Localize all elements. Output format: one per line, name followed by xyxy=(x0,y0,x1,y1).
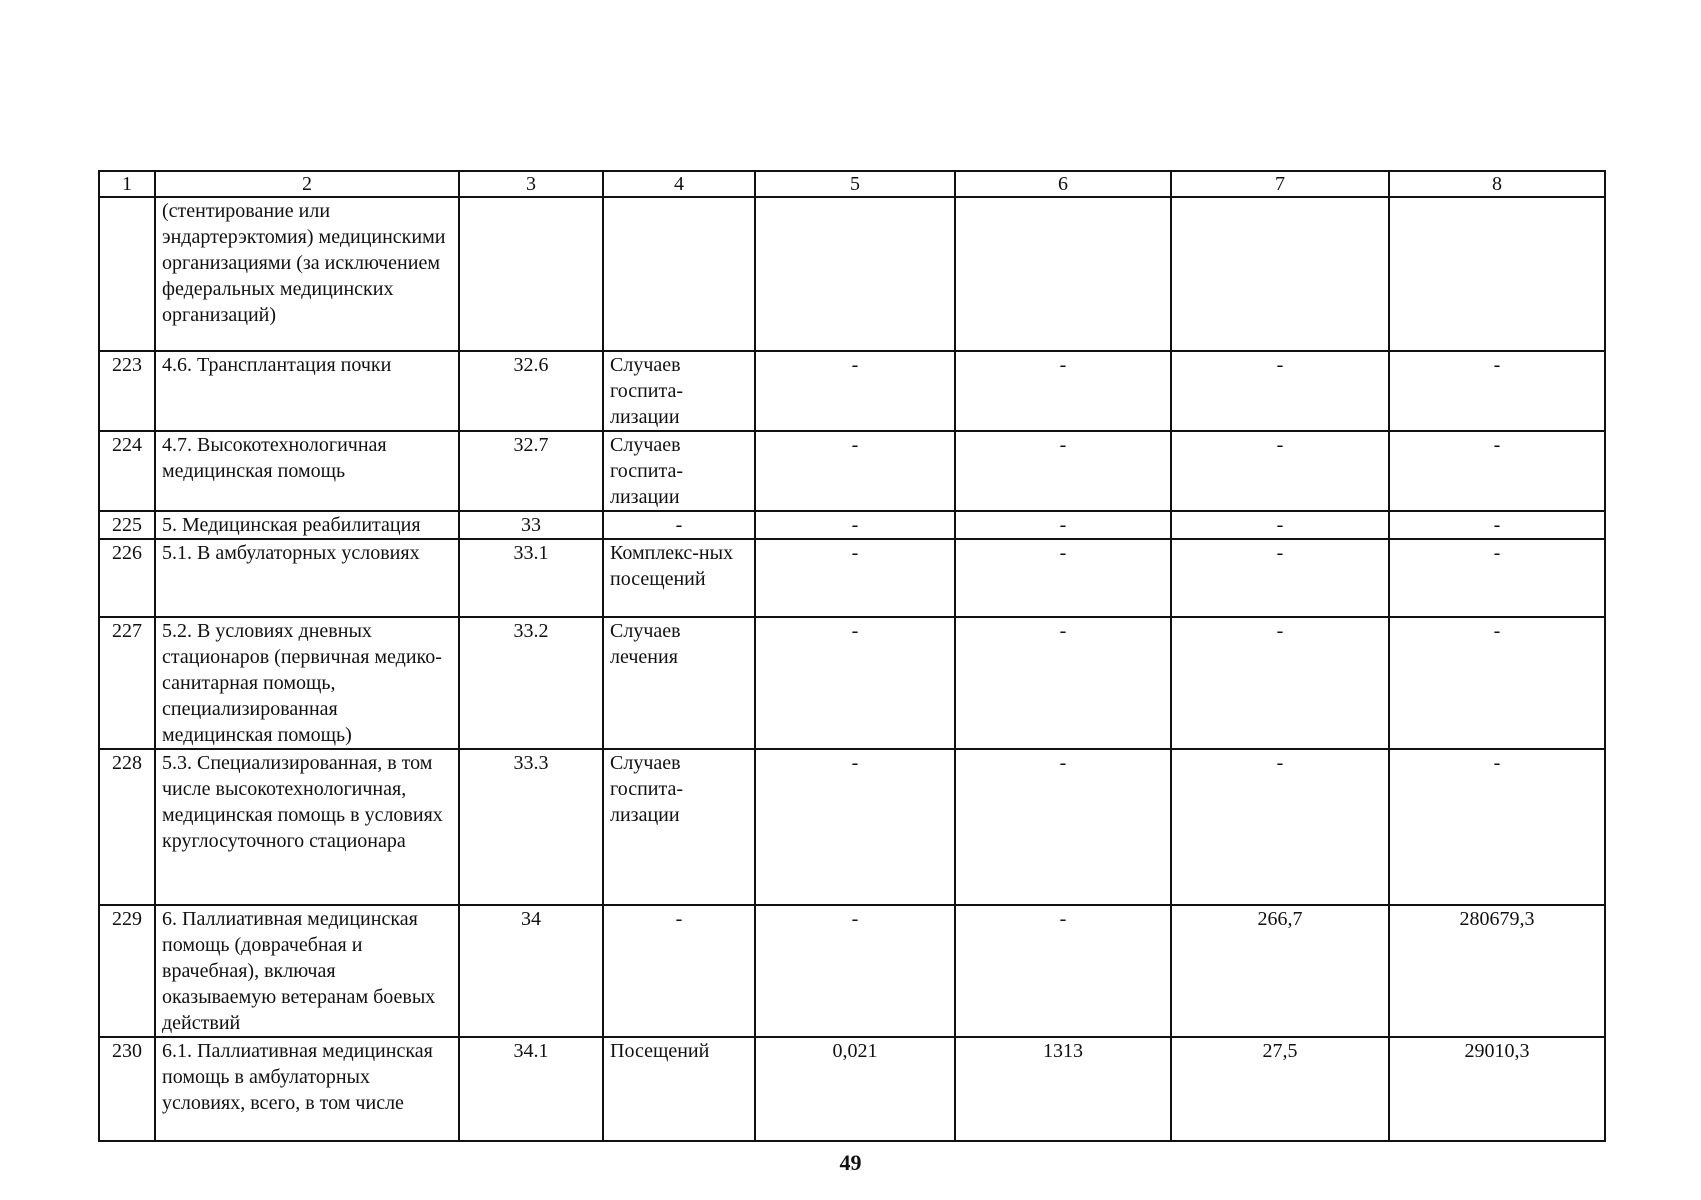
table-row xyxy=(99,905,1605,1037)
row-col5: - xyxy=(755,431,955,511)
row-name: 4.6. Трансплантация почки xyxy=(155,351,459,431)
header-cell: 1 xyxy=(99,171,155,197)
row-code: 33 xyxy=(459,511,603,539)
header-cell: 3 xyxy=(459,171,603,197)
row-col8: - xyxy=(1389,511,1605,539)
row-col5: - xyxy=(755,351,955,431)
row-col7: - xyxy=(1171,511,1389,539)
row-code xyxy=(459,197,603,351)
row-code: 33.3 xyxy=(459,749,603,905)
row-col7: - xyxy=(1171,617,1389,749)
row-col8: - xyxy=(1389,617,1605,749)
row-unit: Комплекс-ных посещений xyxy=(603,539,755,617)
row-col5: - xyxy=(755,617,955,749)
table-row xyxy=(99,511,1605,539)
header-cell: 2 xyxy=(155,171,459,197)
row-number: 228 xyxy=(99,749,155,905)
row-col7: 266,7 xyxy=(1171,905,1389,1037)
row-code: 34.1 xyxy=(459,1037,603,1141)
row-name: (стентирование или эндартерэктомия) медицинскими организациями (за исключением федеральных медицинских организаций) xyxy=(155,197,459,351)
row-col6 xyxy=(955,197,1171,351)
row-number: 225 xyxy=(99,511,155,539)
header-cell: 8 xyxy=(1389,171,1605,197)
header-cell: 4 xyxy=(603,171,755,197)
table-row xyxy=(99,351,1605,431)
row-col6: - xyxy=(955,539,1171,617)
header-cell: 7 xyxy=(1171,171,1389,197)
table-row xyxy=(99,1037,1605,1141)
row-number: 227 xyxy=(99,617,155,749)
data-table xyxy=(98,170,1606,1142)
row-number: 230 xyxy=(99,1037,155,1141)
row-col6: - xyxy=(955,749,1171,905)
row-number: 226 xyxy=(99,539,155,617)
row-number: 224 xyxy=(99,431,155,511)
row-col8: - xyxy=(1389,351,1605,431)
row-col6: - xyxy=(955,431,1171,511)
row-col7 xyxy=(1171,197,1389,351)
table-row xyxy=(99,431,1605,511)
row-code: 32.7 xyxy=(459,431,603,511)
row-unit: Случаев госпита-лизации xyxy=(603,749,755,905)
row-col8: - xyxy=(1389,431,1605,511)
row-name: 4.7. Высокотехнологичная медицинская помощь xyxy=(155,431,459,511)
row-col6: 1313 xyxy=(955,1037,1171,1141)
table-row xyxy=(99,197,1605,351)
table-row xyxy=(99,749,1605,905)
row-col7: - xyxy=(1171,431,1389,511)
row-col5 xyxy=(755,197,955,351)
row-col7: - xyxy=(1171,351,1389,431)
row-col7: 27,5 xyxy=(1171,1037,1389,1141)
row-unit: - xyxy=(603,511,755,539)
row-col5: - xyxy=(755,539,955,617)
row-col8: - xyxy=(1389,539,1605,617)
row-name: 5.3. Специализированная, в том числе высокотехнологичная, медицинская помощь в условиях круглосуточного стационара xyxy=(155,749,459,905)
row-number: 223 xyxy=(99,351,155,431)
row-number: 229 xyxy=(99,905,155,1037)
row-code: 33.2 xyxy=(459,617,603,749)
row-col6: - xyxy=(955,511,1171,539)
row-name: 6. Паллиативная медицинская помощь (доврачебная и врачебная), включая оказываемую ветеранам боевых действий xyxy=(155,905,459,1037)
row-col8 xyxy=(1389,197,1605,351)
row-col6: - xyxy=(955,351,1171,431)
table-header-row xyxy=(99,171,1605,197)
row-col6: - xyxy=(955,617,1171,749)
row-col6: - xyxy=(955,905,1171,1037)
row-col8: 29010,3 xyxy=(1389,1037,1605,1141)
row-unit: Случаев госпита-лизации xyxy=(603,431,755,511)
header-cell: 5 xyxy=(755,171,955,197)
row-name: 5.1. В амбулаторных условиях xyxy=(155,539,459,617)
row-col5: - xyxy=(755,511,955,539)
row-unit: Посещений xyxy=(603,1037,755,1141)
row-col7: - xyxy=(1171,539,1389,617)
row-name: 5. Медицинская реабилитация xyxy=(155,511,459,539)
row-col5: - xyxy=(755,749,955,905)
page-number: 49 xyxy=(839,1150,862,1175)
row-unit: - xyxy=(603,905,755,1037)
table-row xyxy=(99,539,1605,617)
row-name: 5.2. В условиях дневных стационаров (первичная медико-санитарная помощь, специализированная медицинская помощь) xyxy=(155,617,459,749)
row-code: 32.6 xyxy=(459,351,603,431)
row-unit xyxy=(603,197,755,351)
table-row xyxy=(99,617,1605,749)
row-unit: Случаев госпита-лизации xyxy=(603,351,755,431)
header-cell: 6 xyxy=(955,171,1171,197)
row-col5: 0,021 xyxy=(755,1037,955,1141)
row-code: 33.1 xyxy=(459,539,603,617)
row-col8: 280679,3 xyxy=(1389,905,1605,1037)
row-col8: - xyxy=(1389,749,1605,905)
row-col5: - xyxy=(755,905,955,1037)
row-unit: Случаев лечения xyxy=(603,617,755,749)
row-number xyxy=(99,197,155,351)
row-col7: - xyxy=(1171,749,1389,905)
row-code: 34 xyxy=(459,905,603,1037)
row-name: 6.1. Паллиативная медицинская помощь в амбулаторных условиях, всего, в том числе xyxy=(155,1037,459,1141)
